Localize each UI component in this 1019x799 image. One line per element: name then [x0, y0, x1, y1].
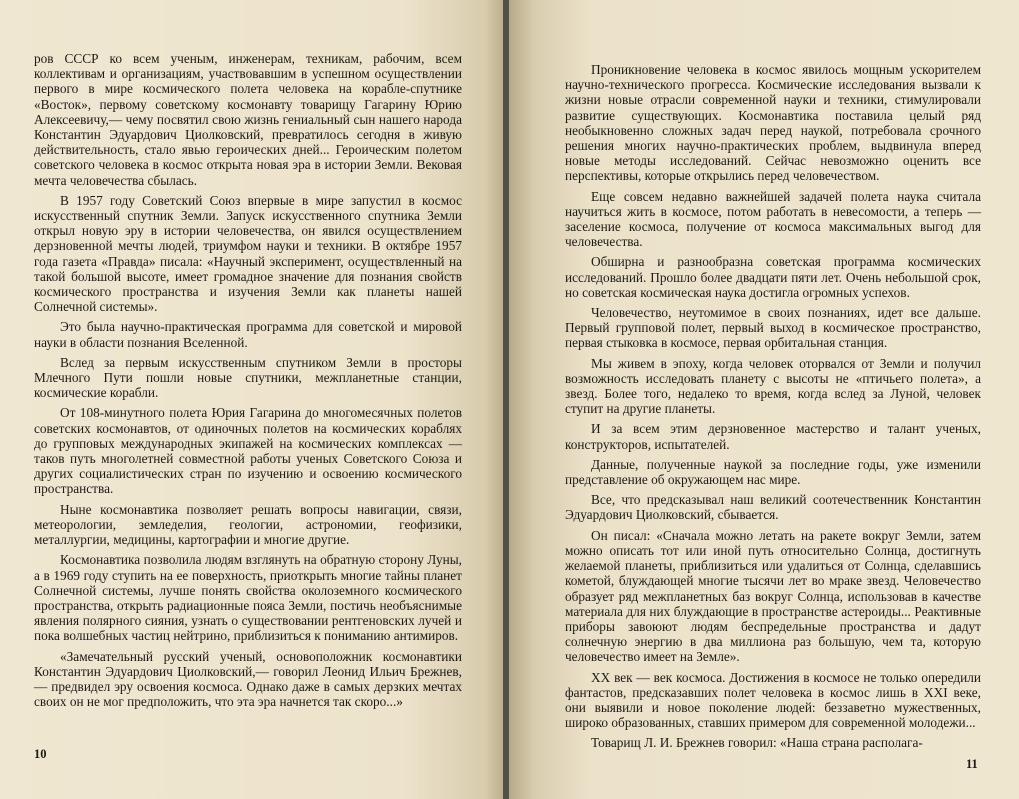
paragraph: И за всем этим дерзновенное мастерство и талант ученых, конструкторов, испытателей. [565, 421, 981, 452]
right-page [509, 0, 1019, 799]
page-number-left: 10 [34, 747, 47, 761]
left-page-text [34, 51, 462, 714]
paragraph: Это была научно-практическая программа для советской и мировой науки в области познания Вселенной. [34, 319, 462, 350]
paragraph: Обширна и разнообразна советская программа космических исследований. Прошло более двадцати пяти лет. Очень небольшой срок, но советская космическая наука достигла огромных успехов. [565, 254, 981, 300]
paragraph: Еще совсем недавно важнейшей задачей полета наука считала научиться жить в космосе, потом работать в невесомости, а теперь — заселение космоса, получение от космоса максимальных выгод для человечества. [565, 188, 981, 250]
page-number-right: 11 [966, 757, 978, 771]
paragraph: ров СССР ко всем ученым, инженерам, техникам, рабочим, всем коллективам и организациям, участвовавшим в успешном осуществлении первого в мире космического полета человека на корабле-спутнике «Восток», первому советскому космонавту товарищу Гагарину Юрию Алексеевичу,— чему посвятил свою жизнь гениальный сын нашего народа Константин Эдуардович Циолковский, превратилось сегодня в живую действительность, стало явью героических дней... Героическим полетом советского человека в космос открыта новая эра в истории Земли. Вековая мечта человечества сбылась. [34, 51, 462, 188]
paragraph: Данные, полученные наукой за последние годы, уже изменили представление об окружающем нас мире. [565, 456, 981, 488]
paragraph: Товарищ Л. И. Брежнев говорил: «Наша страна располага- [591, 735, 923, 751]
paragraph: «Замечательный русский ученый, основоположник космонавтики Константин Эдуардович Циолковский,— говорил Леонид Ильич Брежнев,— предвидел эру освоения космоса. Однако даже в самых дерзких мечтах своих он не мог предположить, что эта эра начнется так скоро...» [34, 648, 462, 710]
paragraph: Мы живем в эпоху, когда человек оторвался от Земли и получил возможность исследовать планету с высоты не «птичьего полета», а звезд. Более того, недалеко то время, когда вслед за Луной, человек ступит на другие планеты. [565, 355, 981, 417]
paragraph: Все, что предсказывал наш великий соотечественник Константин Эдуардович Циолковский, сбывается. [565, 492, 981, 523]
paragraph: Он писал: «Сначала можно летать на ракете вокруг Земли, затем можно описать тот или иной путь относительно Солнца, достигнуть желаемой планеты, приблизиться или удалиться от Солнца, сделавшись кометой, блуждающей многие тысячи лет во мраке звезд. Человечество образует ряд межпланетных баз вокруг Солнца, использовав в качестве материала для них блуждающие в пространстве астероиды... Реактивные приборы завоюют людям беспредельные пространства и дадут солнечную энергию в два миллиона раз большую, чем та, которую человечество имеет на Земле». [565, 527, 981, 665]
left-page [0, 0, 505, 799]
paragraph: Проникновение человека в космос явилось мощным ускорителем научно-технического прогресса. Космические исследования вызвали к жизни новые отрасли современной науки и техники, стимулировали развитие существующих. Космонавтика поставила целый ряд необыкновенно сложных задач перед наукой, потребовала срочного решения многих научно-практических проблем, выдвинула вперед новые методы исследований. Сейчас невозможно оценить все перспективы, которые открылись перед человечеством. [565, 62, 981, 184]
right-page-text [565, 62, 981, 756]
paragraph: От 108-минутного полета Юрия Гагарина до многомесячных полетов советских космонавтов, от одиночных полетов на космических кораблях до групповых международных экипажей на космических комплексах — таков путь многолетней совместной работы ученых Советского Союза и других социалистических стран по изучению и освоению космического пространства. [34, 405, 462, 497]
paragraph: Ныне космонавтика позволяет решать вопросы навигации, связи, метеорологии, земледелия, геологии, астрономии, геофизики, металлургии, медицины, картографии и многие другие. [34, 501, 462, 548]
paragraph: XX век — век космоса. Достижения в космосе не только опередили фантастов, предсказавших полет человека в космос лишь в XXI веке, они выявили и новое поколение людей: беззаветно мужественных, широко образованных, ставших примером для современной молодежи... [565, 669, 981, 731]
paragraph: В 1957 году Советский Союз впервые в мире запустил в космос искусственный спутник Земли. Запуск искусственного спутника Земли открыл новую эру в истории человечества, он явился осуществлением дерзновенной мечты людей, триумфом науки и техники. В октябре 1957 года газета «Правда» писала: «Научный эксперимент, осуществленный на такой большой высоте, имеет громадное значение для познания свойств космического пространства и изучения Земли как планеты нашей Солнечной системы». [34, 192, 462, 315]
paragraph: Космонавтика позволила людям взглянуть на обратную сторону Луны, а в 1969 году ступить на ее поверхность, приоткрыть многие тайны планет Солнечной системы, лучше понять свойства околоземного космического пространства, открыть радиационные пояса Земли, постичь необъяснимые явления полярного сияния, узнать о существовании рентгеновских лучей и пока волшебных частиц нейтрино, приблизиться к пониманию антимиров. [34, 552, 462, 644]
paragraph: Вслед за первым искусственным спутником Земли в просторы Млечного Пути пошли новые спутники, межпланетные станции, космические корабли. [34, 354, 462, 401]
paragraph: Человечество, неутомимое в своих познаниях, идет все дальше. Первый групповой полет, первый выход в космическое пространство, первая стыковка в космосе, первая орбитальная станция. [565, 305, 981, 351]
